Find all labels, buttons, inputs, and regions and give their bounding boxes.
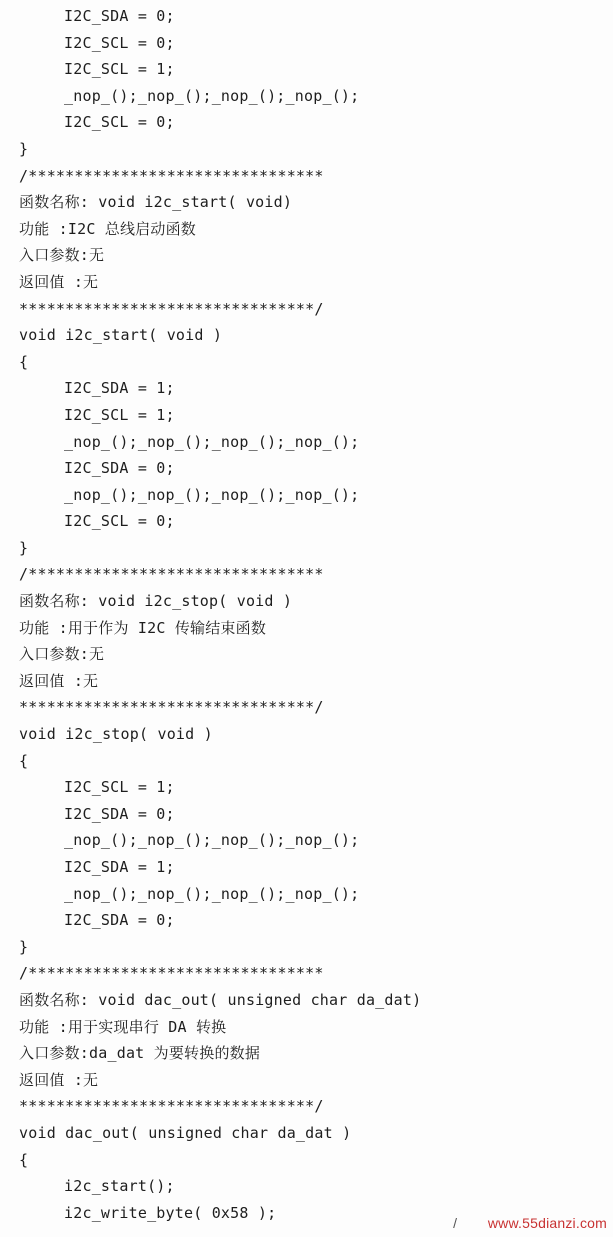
code-line: ********************************/: [19, 1097, 324, 1116]
code-line: i2c_write_byte( 0x58 );: [64, 1203, 277, 1222]
code-line: _nop_();_nop_();_nop_();_nop_();: [64, 831, 360, 850]
code-line: 返回值 :无: [19, 671, 99, 690]
code-line: 函数名称: void dac_out( unsigned char da_dat): [19, 990, 422, 1009]
watermark-slash: /: [453, 1215, 457, 1231]
code-line: _nop_();_nop_();_nop_();_nop_();: [64, 432, 360, 451]
code-line: I2C_SCL = 1;: [64, 405, 175, 424]
code-line: }: [19, 937, 29, 956]
code-line: I2C_SCL = 0;: [64, 33, 175, 52]
code-line: I2C_SDA = 0;: [64, 459, 175, 478]
code-line: {: [19, 751, 29, 770]
code-line: 返回值 :无: [19, 272, 99, 291]
code-line: i2c_start();: [64, 1177, 175, 1196]
code-line: 入口参数:无: [19, 246, 105, 265]
code-line: I2C_SCL = 1;: [64, 778, 175, 797]
code-line: I2C_SDA = 1;: [64, 858, 175, 876]
code-line: void dac_out( unsigned char da_dat ): [19, 1123, 352, 1142]
code-line: {: [19, 352, 29, 371]
code-line: I2C_SCL = 0;: [64, 113, 175, 132]
code-line: _nop_();_nop_();_nop_();_nop_();: [64, 86, 360, 105]
code-line: 函数名称: void i2c_start( void): [19, 193, 293, 212]
code-line: 功能 :用于实现串行 DA 转换: [19, 1017, 227, 1036]
watermark: www.55dianzi.com: [487, 1215, 607, 1231]
code-line: I2C_SDA = 1;: [64, 379, 175, 398]
code-line: 功能 :I2C 总线启动函数: [19, 219, 196, 238]
code-line: 函数名称: void i2c_stop( void ): [19, 592, 293, 611]
code-line: void i2c_stop( void ): [19, 725, 213, 744]
code-line: void i2c_start( void ): [19, 326, 223, 345]
code-line: }: [19, 139, 29, 158]
code-line: ********************************/: [19, 299, 324, 318]
code-line: 返回值 :无: [19, 1070, 99, 1089]
code-line: 功能 :用于作为 I2C 传输结束函数: [19, 618, 267, 637]
code-line: I2C_SDA = 0;: [64, 7, 175, 25]
code-line: _nop_();_nop_();_nop_();_nop_();: [64, 884, 360, 903]
code-line: I2C_SCL = 0;: [64, 512, 175, 531]
code-line: ********************************/: [19, 698, 324, 717]
code-line: I2C_SDA = 0;: [64, 804, 175, 823]
code-line: 入口参数:无: [19, 645, 105, 664]
code-line: {: [19, 1150, 29, 1169]
code-line: I2C_SDA = 0;: [64, 911, 175, 930]
code-line: 入口参数:da_dat 为要转换的数据: [19, 1044, 261, 1063]
code-line: _nop_();_nop_();_nop_();_nop_();: [64, 485, 360, 504]
code-line: }: [19, 538, 29, 557]
code-line: /********************************: [19, 166, 324, 185]
code-line: I2C_SCL = 1;: [64, 60, 175, 79]
code-listing: [19, 3, 421, 1226]
code-line: /********************************: [19, 565, 324, 584]
code-line: /********************************: [19, 964, 324, 983]
